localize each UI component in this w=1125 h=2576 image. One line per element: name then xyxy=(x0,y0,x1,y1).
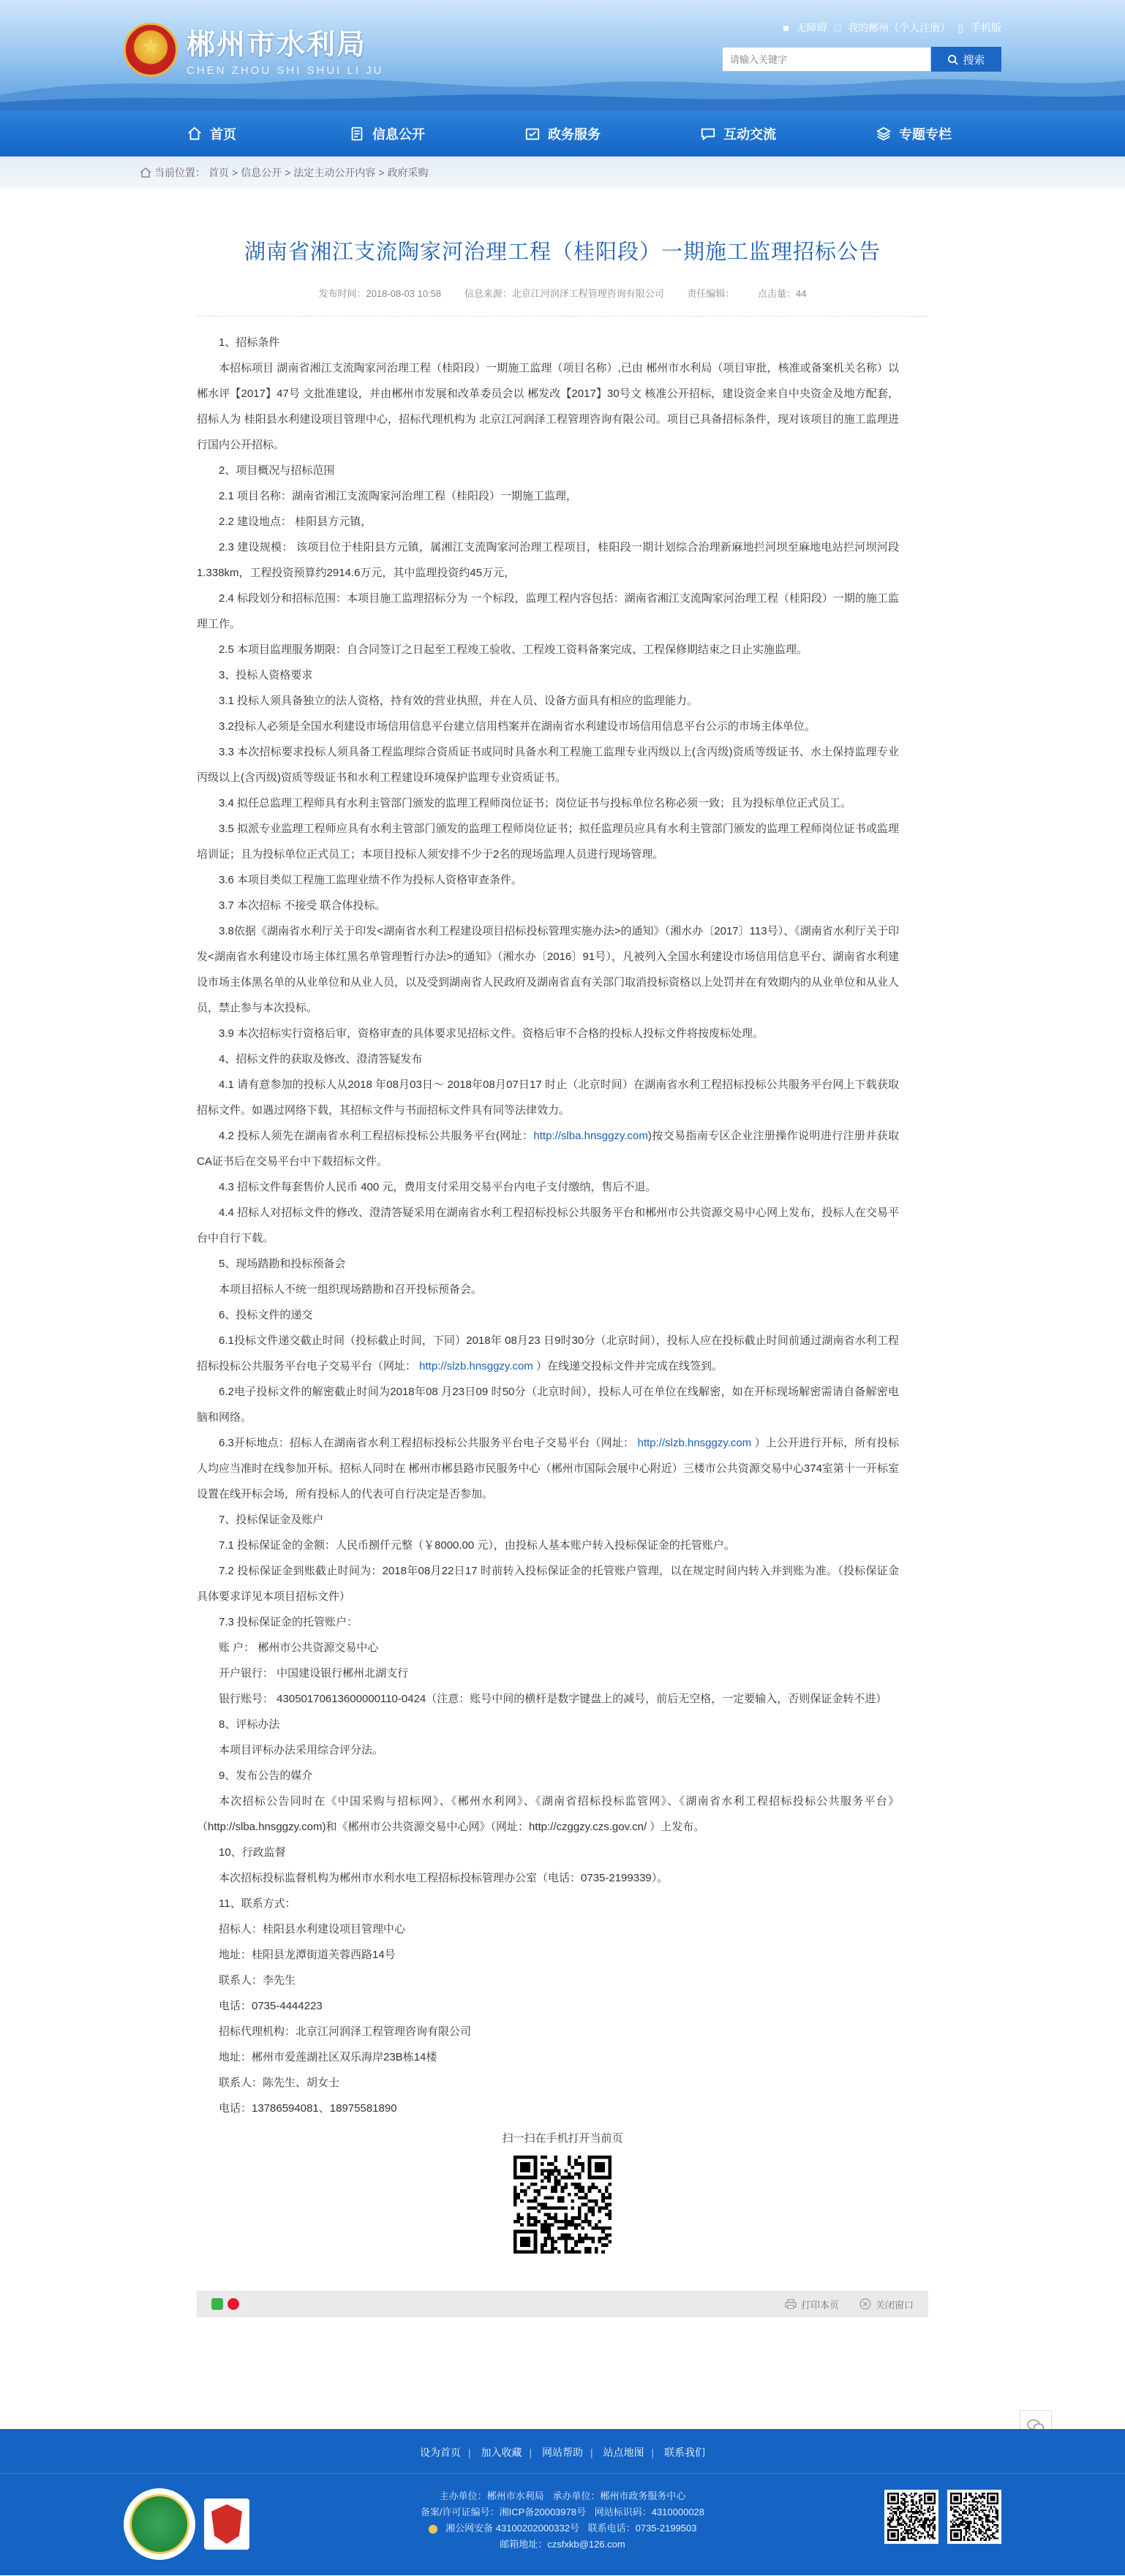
site-name: 郴州市水利局 xyxy=(187,29,367,61)
footer-phone: 联系电话：0735-2199503 xyxy=(587,2523,697,2534)
footer-qr-code-2 xyxy=(947,2490,1001,2544)
article-paragraph xyxy=(197,1993,899,2019)
article-paragraph xyxy=(197,867,899,893)
article-paragraph xyxy=(197,1865,899,1891)
paragraph-text: 11、联系方式： xyxy=(219,1897,296,1910)
paragraph-text: 4.2 投标人须先在湖南省水利工程招标投标公共服务平台(网址： xyxy=(219,1130,534,1142)
article-paragraph xyxy=(197,637,899,662)
site-header xyxy=(0,0,1125,111)
search-button-label: 搜索 xyxy=(963,53,985,67)
paragraph-text: 10、行政监督 xyxy=(219,1846,286,1859)
toplink-my-chenzhou[interactable]: 我的郴州（个人注册） xyxy=(848,22,951,34)
top-links xyxy=(783,20,1001,35)
footer-link-set-home[interactable]: 设为首页 xyxy=(419,2447,461,2458)
article-paragraph xyxy=(197,458,899,483)
article-paragraph xyxy=(197,1200,899,1251)
breadcrumb-prefix: 当前位置： xyxy=(154,167,206,178)
article-paragraph xyxy=(197,739,899,790)
nav-item-info[interactable] xyxy=(299,111,475,156)
article-paragraph xyxy=(197,1533,899,1558)
article-paragraph xyxy=(197,1968,899,1993)
breadcrumb-public-content[interactable]: 法定主动公开内容 xyxy=(293,167,376,178)
weibo-share-icon[interactable] xyxy=(227,2298,239,2310)
service-icon xyxy=(524,126,541,142)
paragraph-text: 4、招标文件的获取及修改、澄清答疑发布 xyxy=(219,1053,423,1065)
paragraph-text: 招标人：桂阳县水利建设项目管理中心 xyxy=(219,1923,406,1935)
article-paragraph xyxy=(197,1021,899,1046)
article-content xyxy=(197,317,928,2121)
footer-link-help[interactable]: 网站帮助 xyxy=(542,2447,583,2458)
paragraph-text: )按交易指南专区企业注册操作说明进行注册并获取CA证书后在交易平台中下载招标文件。 xyxy=(197,1130,899,1168)
paragraph-text: 2.3 建设规模： 该项目位于桂阳县方元镇，属湘江支流陶家河治理工程项目，桂阳段一期计划综合治理新麻地拦河坝至麻地电站拦河坝河段1.338km，工程投资预算约2914.6万元，其中监理投资约45万元， xyxy=(197,541,899,579)
mobile-icon: ▯ xyxy=(957,21,963,34)
footer-organizer: 承办单位：郴州市政务服务中心 xyxy=(552,2490,686,2501)
article-paragraph xyxy=(197,662,899,688)
nav-item-interact[interactable] xyxy=(650,111,826,156)
search-input[interactable] xyxy=(722,47,931,72)
paragraph-text: 3.4 拟任总监理工程师具有水利主管部门颁发的监理工程师岗位证书；岗位证书与投标单位名称必须一致；且为投标单位正式员工。 xyxy=(219,797,852,809)
footer-icp[interactable]: 备案/许可证编号：湘ICP备20003978号 xyxy=(420,2507,587,2518)
article-paragraph xyxy=(197,2044,899,2070)
nav-item-label: 政务服务 xyxy=(548,127,601,142)
paragraph-text: 本项目评标办法采用综合评分法。 xyxy=(219,1744,384,1756)
paragraph-text: 3.7 本次招标 不接受 联合体投标。 xyxy=(219,899,386,912)
breadcrumb-separator: > xyxy=(285,167,291,178)
main-nav xyxy=(0,111,1125,156)
paragraph-text: 招标代理机构：北京江河润泽工程管理咨询有限公司 xyxy=(219,2025,472,2038)
article-paragraph xyxy=(197,1891,899,1916)
footer-host: 主办单位：郴州市水利局 xyxy=(439,2490,544,2501)
share-bar xyxy=(197,2291,928,2317)
article-container xyxy=(197,235,928,2317)
paragraph-text: 3.9 本次招标实行资格后审，资格审查的具体要求见招标文件。资格后审不合格的投标人投标文件将按废标处理。 xyxy=(219,1027,764,1040)
print-button[interactable] xyxy=(785,2297,839,2311)
footer-email: 邮箱地址：czsfxkb@126.com xyxy=(500,2539,625,2550)
paragraph-text: 8、评标办法 xyxy=(219,1718,280,1731)
close-label: 关闭窗口 xyxy=(875,2299,914,2311)
breadcrumb-info[interactable]: 信息公开 xyxy=(241,167,282,178)
nav-item-special[interactable] xyxy=(826,111,1001,156)
footer-police[interactable]: 湘公网安备 43100202000332号 xyxy=(445,2523,579,2534)
paragraph-text: 3.5 拟派专业监理工程师应具有水利主管部门颁发的监理工程师岗位证书；拟任监理员应具有水利主管部门颁发的监理工程师岗位证书或监理培训证；且为投标单位正式员工；本项目投标人须安排不少于2名的现场监理人员进行现场管理。 xyxy=(197,823,899,861)
article-paragraph xyxy=(197,816,899,867)
breadcrumb xyxy=(124,156,1001,189)
qr-label: 扫一扫在手机打开当前页 xyxy=(502,2132,623,2145)
paragraph-text: 账 户： 郴州市公共资源交易中心 xyxy=(219,1642,379,1654)
footer-link-sitemap[interactable]: 站点地图 xyxy=(603,2447,644,2458)
paragraph-text: 4.1 请有意参加的投标人从2018 年08月03日～ 2018年08月07日17 时止（北京时间）在湖南省水利工程招标投标公共服务平台网上下载获取招标文件。如遇过网络下载，其招标文件与书面招标文件具有同等法律效力。 xyxy=(197,1079,899,1117)
paragraph-text: ）在线递交投标文件并完成在线签到。 xyxy=(533,1360,723,1372)
article-paragraph xyxy=(197,2096,899,2121)
article-link[interactable]: http://slzb.hnsggzy.com xyxy=(637,1437,752,1449)
home-icon xyxy=(187,126,203,142)
article-paragraph xyxy=(197,1251,899,1277)
paragraph-text: 3、投标人资格要求 xyxy=(219,669,313,681)
paragraph-text: 7.3 投标保证金的托管账户： xyxy=(219,1616,358,1628)
article-paragraph xyxy=(197,2019,899,2044)
article-paragraph xyxy=(197,1635,899,1661)
publish-time: 发布时间：2018-08-03 10:58 xyxy=(318,288,442,299)
footer-info xyxy=(124,2488,1001,2553)
article-paragraph xyxy=(197,1712,899,1737)
article-paragraph xyxy=(197,1046,899,1072)
paragraph-text: ）上公开进行开标，所有投标人均应当准时在线参加开标。招标人同时在 郴州市郴县路市民服务中心（郴州市国际会展中心附近）三楼市公共资源交易中心374室第十一开标室设置在线开标会场，所有投标人的代表可自行决定是否参加。 xyxy=(197,1437,899,1500)
paragraph-text: 电话：0735-4444223 xyxy=(219,2000,323,2012)
article-paragraph xyxy=(197,1789,899,1840)
article-paragraph xyxy=(197,1328,899,1379)
nav-item-label: 专题专栏 xyxy=(899,127,952,142)
paragraph-text: 3.3 本次招标要求投标人须具备工程监理综合资质证书或同时具备水利工程施工监理专业丙级以上(含丙级)资质等级证书、水土保持监理专业丙级以上(含丙级)资质等级证书和水利工程建设环境保护监理专业资质证书。 xyxy=(197,746,899,784)
paragraph-text: 2、项目概况与招标范围 xyxy=(219,464,335,477)
article-paragraph xyxy=(197,1661,899,1686)
page-qr-block xyxy=(197,2130,928,2257)
accessibility-icon: ■ xyxy=(783,22,789,34)
paragraph-text: 1、招标条件 xyxy=(219,336,280,349)
close-icon xyxy=(859,2298,871,2310)
paragraph-text: 本项目招标人不统一组织现场踏勘和召开投标预备会。 xyxy=(219,1283,483,1296)
document-icon xyxy=(349,126,365,142)
toplink-accessibility[interactable]: 无障碍 xyxy=(796,22,827,34)
article-paragraph xyxy=(197,1558,899,1609)
article-paragraph xyxy=(197,1302,899,1328)
paragraph-text: 3.8依据《湖南省水利厅关于印发<湖南省水利工程建设项目招标投标管理实施办法>的通知》（湘水办〔2017〕113号）、《湖南省水利厅关于印发<湖南省水利建设市场主体红黑名单管理暂行办法>的通知》（湘水办〔2016〕91号），凡被列入全国水利建设市场信用信息平台、湖南省水利建设市场主体黑名单的从业单位和从业人员，以及受到湖南省人民政府及湖南省直有关部门取消投标资格以上处罚并在有效期内的从业单位和从业人员，禁止参与本次投标。 xyxy=(197,925,900,1014)
article-paragraph xyxy=(197,1123,899,1174)
article-paragraph xyxy=(197,1277,899,1302)
article-paragraph xyxy=(197,1507,899,1533)
article-paragraph xyxy=(197,509,899,535)
paragraph-text: 本次招标公告同时在《中国采购与招标网》、《郴州水利网》、《湖南省招标投标监管网》、《湖南省水利工程招标投标公共服务平台》（http://slba.hnsggzy.com)和《郴州市公共资源交易中心网》（网址：http://czggzy.czs.gov.cn/ ）上发布。 xyxy=(197,1795,899,1833)
paragraph-text: 本次招标投标监督机构为郴州市水利水电工程招标投标管理办公室（电话：0735-2199339）。 xyxy=(219,1872,669,1884)
paragraph-text: 7.1 投标保证金的金额：人民币捌仟元整（￥8000.00 元），由投标人基本账户转入投标保证金的托管账户。 xyxy=(219,1539,735,1552)
site-footer xyxy=(0,2429,1125,2575)
nav-item-label: 互动交流 xyxy=(723,127,776,142)
paragraph-text: 2.5 本项目监理服务期限：自合同签订之日起至工程竣工验收、工程竣工资料备案完成、工程保修期结束之日止实施监理。 xyxy=(219,643,808,656)
search-button[interactable] xyxy=(931,47,1001,72)
view-count: 点击量：44 xyxy=(758,288,807,299)
footer-links: 设为首页 | 加入收藏 | 网站帮助 | 站点地图 | 联系我们 xyxy=(419,2447,706,2458)
paragraph-text: 6、投标文件的递交 xyxy=(219,1309,313,1321)
location-home-icon xyxy=(140,167,151,178)
article-paragraph xyxy=(197,535,899,586)
breadcrumb-procurement[interactable]: 政府采购 xyxy=(387,167,429,178)
paragraph-text: 9、发布公告的媒介 xyxy=(219,1769,313,1782)
article-paragraph xyxy=(197,1763,899,1789)
article-paragraph xyxy=(197,330,899,355)
footer-link-contact[interactable]: 联系我们 xyxy=(664,2447,706,2458)
article-paragraph xyxy=(197,1174,899,1200)
article-paragraph xyxy=(197,355,899,458)
search-icon xyxy=(947,54,958,65)
paragraph-text: 地址：桂阳县龙潭街道芙蓉西路14号 xyxy=(219,1949,396,1961)
breadcrumb-bar xyxy=(0,156,1125,189)
paragraph-text: 联系人：李先生 xyxy=(219,1974,296,1987)
breadcrumb-separator: > xyxy=(378,167,385,178)
article-paragraph xyxy=(197,2070,899,2096)
site-logo[interactable] xyxy=(124,22,384,77)
layers-icon xyxy=(876,126,892,142)
article-paragraph xyxy=(197,893,899,918)
paragraph-text: 6.2电子投标文件的解密截止时间为2018年08 月23日09 时50分（北京时间），投标人可在单位在线解密，如在开标现场解密需请自备解密电脑和网络。 xyxy=(197,1386,899,1424)
paragraph-text: 5、现场踏勘和投标预备会 xyxy=(219,1258,346,1270)
print-label: 打印本页 xyxy=(800,2299,839,2311)
national-emblem-icon xyxy=(124,23,178,77)
paragraph-text: 2.2 建设地点： 桂阳县方元镇， xyxy=(219,515,372,528)
paragraph-text: 7.2 投标保证金到账截止时间为：2018年08月22日17 时前转入投标保证金的托管账户管理，以在规定时间内转入并到账为准。（投标保证金具体要求详见本项目招标文件） xyxy=(197,1565,899,1603)
article-paragraph xyxy=(197,1737,899,1763)
article-paragraph xyxy=(197,714,899,739)
footer-site-code: 网站标识码：4310000028 xyxy=(594,2507,705,2518)
paragraph-text: 2.4 标段划分和招标范围：本项目施工监理招标分为 一个标段，监理工程内容包括：湖南省湘江支流陶家河治理工程（桂阳段）一期的施工监理工作。 xyxy=(197,592,899,630)
article-link[interactable]: http://slzb.hnsggzy.com xyxy=(419,1360,533,1372)
paragraph-text: 6.1投标文件递交截止时间（投标截止时间，下同）2018年 08月23 日9时30分（北京时间），投标人应在投标截止时间前通过湖南省水利工程招标投标公共服务平台电子交易平台（网址： xyxy=(197,1334,899,1372)
article-paragraph xyxy=(197,918,899,1021)
article-paragraph xyxy=(197,1430,899,1507)
paragraph-text: 6.3开标地点：招标人在湖南省水利工程招标投标公共服务平台电子交易平台（网址： xyxy=(219,1437,638,1449)
article-paragraph xyxy=(197,1686,899,1712)
editor: 责任编辑： xyxy=(687,288,735,299)
page-qr-code xyxy=(513,2156,612,2254)
article-paragraph xyxy=(197,483,899,509)
chat-icon xyxy=(700,126,716,142)
close-window-button[interactable] xyxy=(859,2297,914,2311)
wechat-share-icon[interactable] xyxy=(211,2298,223,2310)
paragraph-text: 7、投标保证金及账户 xyxy=(219,1514,324,1526)
article-meta xyxy=(197,286,928,317)
article-paragraph xyxy=(197,688,899,714)
paragraph-text: 银行账号： 43050170613600000110-0424（注意：账号中间的横杆是数字键盘上的减号，前后无空格，一定要输入，否则保证金转不进） xyxy=(219,1693,887,1705)
police-badge-icon xyxy=(429,2525,437,2534)
paragraph-text: 3.6 本项目类似工程施工监理业绩不作为投标人资格审查条件。 xyxy=(219,874,523,886)
paragraph-text: 2.1 项目名称：湖南省湘江支流陶家河治理工程（桂阳段）一期施工监理， xyxy=(219,490,578,502)
article-paragraph xyxy=(197,1379,899,1430)
info-source: 信息来源：北京江河润泽工程管理咨询有限公司 xyxy=(464,288,664,299)
toplink-mobile[interactable]: 手机版 xyxy=(971,22,1001,34)
breadcrumb-separator: > xyxy=(232,167,238,178)
paragraph-text: 联系人：陈先生、胡女士 xyxy=(219,2077,340,2089)
nav-item-label: 首页 xyxy=(210,127,236,142)
article-paragraph xyxy=(197,1942,899,1968)
nav-item-service[interactable] xyxy=(475,111,650,156)
paragraph-text: 3.2投标人必须是全国水利建设市场信用信息平台建立信用档案并在湖南省水利建设市场信用信息平台公示的市场主体单位。 xyxy=(219,720,816,733)
article-paragraph xyxy=(197,1072,899,1123)
paragraph-text: 电话：13786594081、18975581890 xyxy=(219,2102,397,2115)
nav-item-home[interactable] xyxy=(124,111,299,156)
paragraph-text: 开户银行： 中国建设银行郴州北湖支行 xyxy=(219,1667,409,1680)
article-paragraph xyxy=(197,586,899,637)
footer-qr-code-1 xyxy=(884,2490,938,2544)
paragraph-text: 地址：郴州市爱莲湖社区双乐海岸23B栋14楼 xyxy=(219,2051,437,2063)
search-box xyxy=(722,47,1001,72)
printer-icon xyxy=(785,2299,797,2309)
breadcrumb-home[interactable]: 首页 xyxy=(208,167,229,178)
article-paragraph xyxy=(197,790,899,816)
article-paragraph xyxy=(197,1609,899,1635)
paragraph-text: 本招标项目 湖南省湘江支流陶家河治理工程（桂阳段）一期施工监理（项目名称）,已由 郴州市水利局（项目审批，核准或备案机关名称）以郴水评【2017】47号 文批准建设，并由郴州市发展和改革委员会以 郴发改【2017】30号文 核准公开招标，建设资金来自中央资金及地方配套，招标人为 桂阳县水利建设项目管理中心，招标代理机构为 北京江河润泽工程管理咨询有限公司。项目已具备招标条件，现对该项目的施工监理进行国内公开招标。 xyxy=(197,362,899,451)
nav-item-label: 信息公开 xyxy=(372,127,425,142)
article-link[interactable]: http://slba.hnsggzy.com xyxy=(533,1130,648,1142)
footer-link-favorite[interactable]: 加入收藏 xyxy=(481,2447,522,2458)
article-title: 湖南省湘江支流陶家河治理工程（桂阳段）一期施工监理招标公告 xyxy=(244,241,881,264)
site-name-en: CHEN ZHOU SHI SHUI LI JU xyxy=(187,64,384,77)
paragraph-text: 3.1 投标人须具备独立的法人资格，持有效的营业执照，并在人员、设备方面具有相应的监理能力。 xyxy=(219,695,699,707)
article-paragraph xyxy=(197,1916,899,1942)
paragraph-text: 4.4 招标人对招标文件的修改、澄清答疑采用在湖南省水利工程招标投标公共服务平台和郴州市公共资源交易中心网上发布，投标人在交易平台中自行下载。 xyxy=(197,1206,899,1244)
user-icon: □ xyxy=(834,22,841,34)
paragraph-text: 4.3 招标文件每套售价人民币 400 元，费用支付采用交易平台内电子支付缴纳，售后不退。 xyxy=(219,1181,657,1193)
article-paragraph xyxy=(197,1840,899,1865)
